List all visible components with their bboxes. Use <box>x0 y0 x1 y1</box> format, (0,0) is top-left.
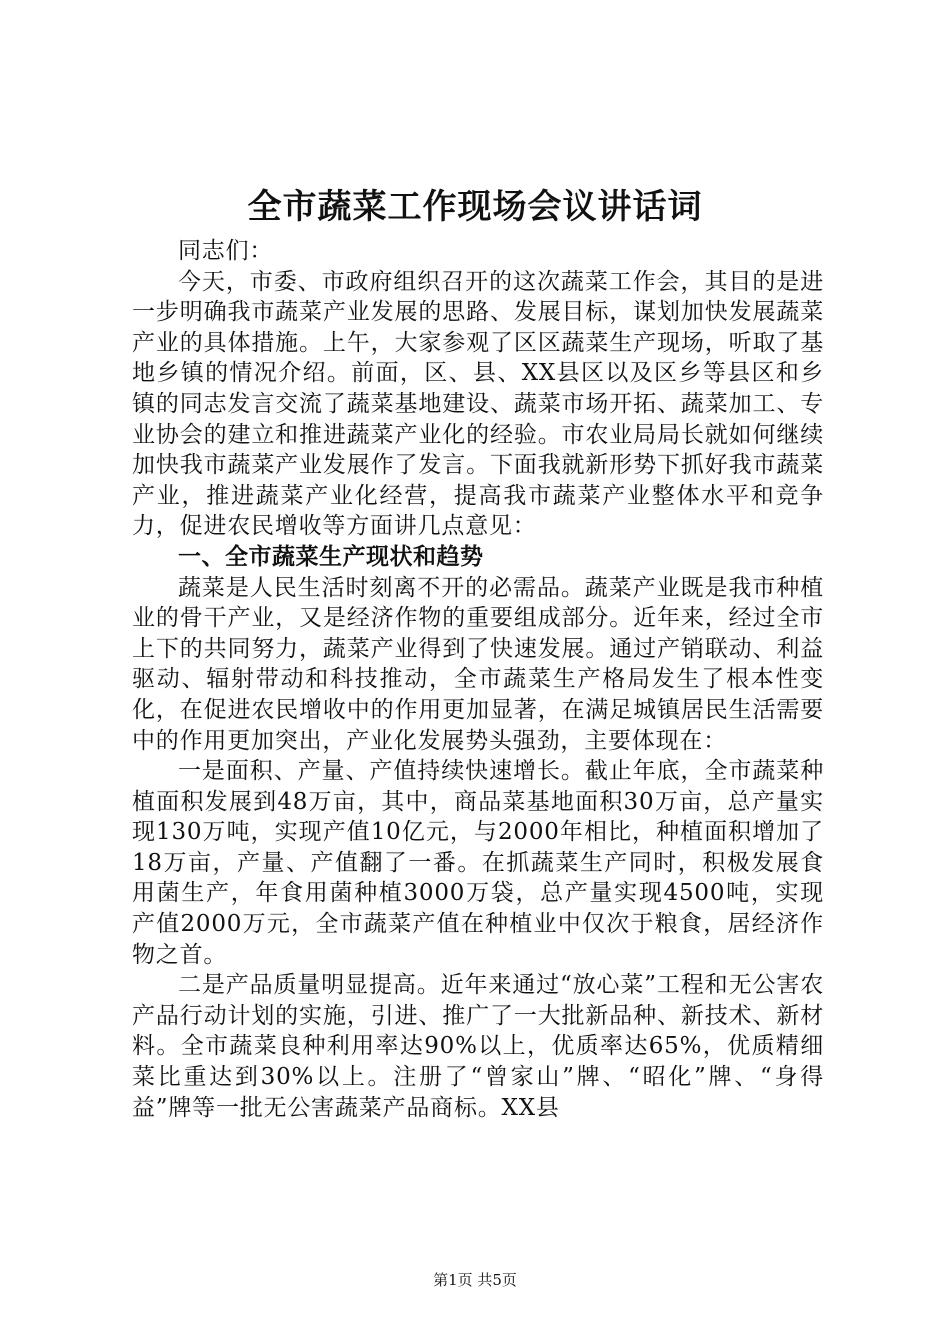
paragraph-intro: 今天，市委、市政府组织召开的这次蔬菜工作会，其目的是进一步明确我市蔬菜产业发展的思路、发展目标，谋划加快发展蔬菜产业的具体措施。上午，大家参观了区区蔬菜生产现场，听取了基地乡镇的情况介绍。前面，区、县、XX县区以及区乡等县区和乡镇的同志发言交流了蔬菜基地建设、蔬菜市场开拓、蔬菜加工、专业协会的建立和推进蔬菜产业化的经验。市农业局局长就如何继续加快我市蔬菜产业发展作了发言。下面我就新形势下抓好我市蔬菜产业，推进蔬菜产业化经营，提高我市蔬菜产业整体水平和竞争力，促进农民增收等方面讲几点意见： <box>132 268 824 540</box>
paragraph-growth: 一是面积、产量、产值持续快速增长。截止年底，全市蔬菜种植面积发展到48万亩，其中，商品菜基地面积30万亩，总产量实现130万吨，实现产值10亿元，与2000年相比，种植面积增加了18万亩，产量、产值翻了一番。在抓蔬菜生产同时，积极发展食用菌生产，年食用菌种植3000万袋，总产量实现4500吨，实现产值2000万元，全市蔬菜产值在种植业中仅次于粮食，居经济作物之首。 <box>132 758 824 968</box>
paragraph-quality: 二是产品质量明显提高。近年来通过“放心菜”工程和无公害农产品行动计划的实施，引进、推广了一大批新品种、新技术、新材料。全市蔬菜良种利用率达90%以上，优质率达65%，优质精细菜比重达到30%以上。注册了“曾家山”牌、“昭化”牌、“身得益”牌等一批无公害蔬菜产品商标。XX县 <box>132 972 824 1121</box>
paragraph-status: 蔬菜是人民生活时刻离不开的必需品。蔬菜产业既是我市种植业的骨干产业，又是经济作物的重要组成部分。近年来，经过全市上下的共同努力，蔬菜产业得到了快速发展。通过产销联动、利益驱动、辐射带动和科技推动，全市蔬菜生产格局发生了根本性变化，在促进农民增收中的作用更加显著，在满足城镇居民生活需要中的作用更加突出，产业化发展势头强劲，主要体现在： <box>132 574 824 754</box>
greeting: 同志们： <box>178 238 274 264</box>
document-body <box>132 236 824 1123</box>
document-title: 全市蔬菜工作现场会议讲话词 <box>247 187 703 227</box>
section-heading: 一、全市蔬菜生产现状和趋势 <box>178 543 484 570</box>
page-footer: 第1页 共5页 <box>433 1271 517 1289</box>
